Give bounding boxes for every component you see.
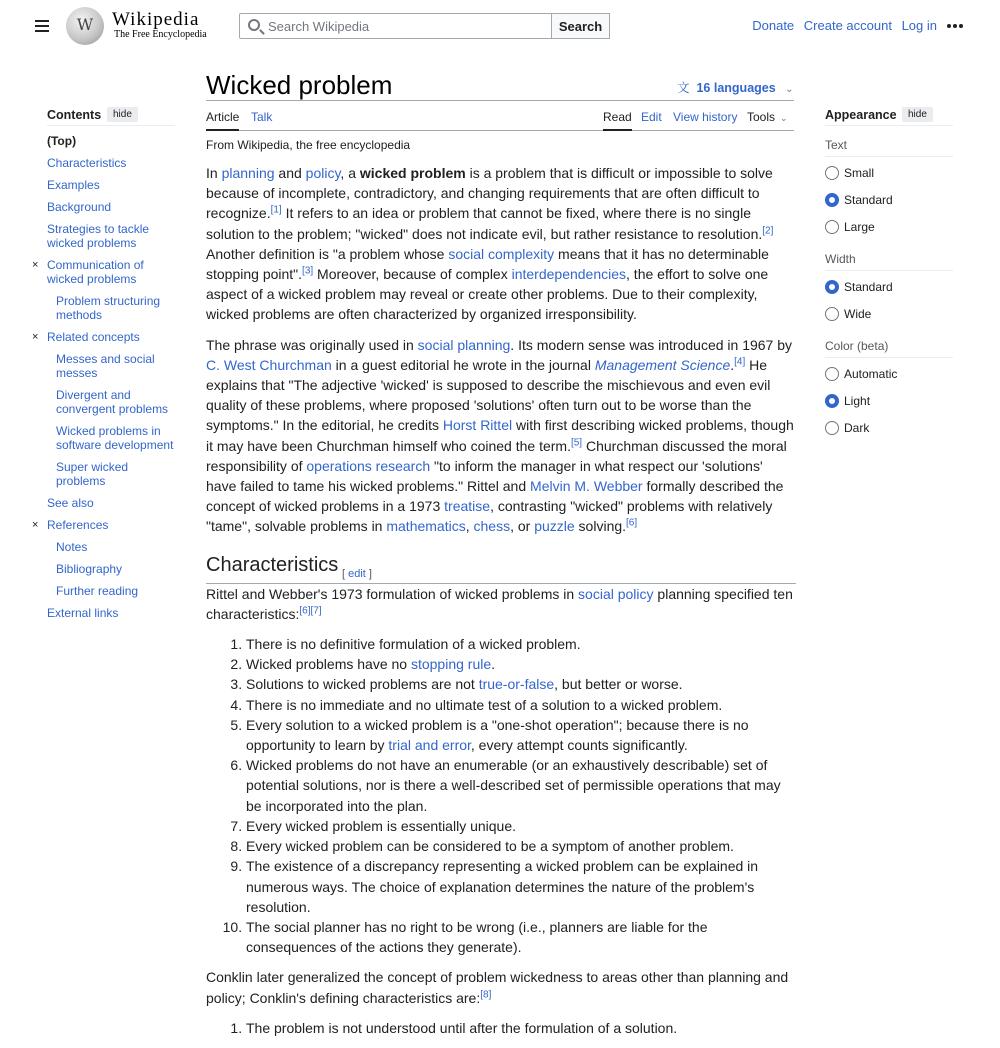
cite-4[interactable]: [4] xyxy=(734,356,746,368)
radio-label: Small xyxy=(844,166,875,180)
appearance-panel xyxy=(825,104,953,441)
tab-talk[interactable]: Talk xyxy=(251,110,273,124)
toc-item-label[interactable]: See also xyxy=(47,496,94,510)
language-icon: 文 xyxy=(677,81,690,95)
list-item: 3. Solutions to wicked problems are not true-or-false, but better or worse. xyxy=(246,674,796,694)
toc-item[interactable] xyxy=(56,424,175,452)
list-item: 1. There is no definitive formulation of a wicked problem. xyxy=(246,634,796,654)
cite-2[interactable]: [2] xyxy=(762,224,774,236)
link-horst-rittel[interactable]: Horst Rittel xyxy=(442,417,513,434)
link-trial-and-error[interactable]: trial and error xyxy=(388,737,471,754)
radio-option-text[interactable] xyxy=(825,215,953,240)
radio-icon[interactable] xyxy=(825,394,839,408)
toc-item[interactable] xyxy=(32,330,175,344)
appearance-header xyxy=(825,104,953,126)
toc-list xyxy=(32,134,175,620)
appearance-section-color: Color (beta) xyxy=(825,339,953,358)
radio-icon[interactable] xyxy=(825,166,839,180)
characteristics-intro: Rittel and Webber's 1973 formulation of wicked problems in social policy planning specified ten characteristics:[6][7] xyxy=(206,585,793,622)
list-item: 8. Every wicked problem can be considered to be a symptom of another problem. xyxy=(246,836,796,856)
toc-item[interactable] xyxy=(56,540,175,554)
search-icon xyxy=(248,19,260,31)
cite-3[interactable]: [3] xyxy=(302,265,314,277)
tab-article[interactable]: Article xyxy=(206,110,239,131)
toc-item-label[interactable]: Examples xyxy=(47,178,100,192)
radio-label: Dark xyxy=(844,421,870,435)
toc-toggle-icon[interactable]: × xyxy=(32,331,39,343)
toc-item[interactable] xyxy=(32,258,175,286)
toc-item[interactable] xyxy=(47,606,175,620)
toc-item-label[interactable]: Notes xyxy=(56,540,88,554)
appearance-section-text: Text xyxy=(825,138,953,157)
link-c-west-churchman[interactable]: C. West Churchman xyxy=(206,356,332,373)
cite-5[interactable]: [5] xyxy=(570,436,583,448)
toc-item-label[interactable]: Messes and social messes xyxy=(56,352,155,380)
radio-label: Automatic xyxy=(844,367,898,381)
toc-item[interactable] xyxy=(47,496,175,510)
edit-section-link[interactable]: edit xyxy=(348,567,366,580)
toc-item-label[interactable]: Strategies to tackle wicked problems xyxy=(47,222,150,250)
chevron-down-icon: ⌄ xyxy=(785,84,794,95)
appearance-groups xyxy=(825,138,953,441)
link-operations-research[interactable]: operations research xyxy=(306,457,431,474)
link-management-science[interactable]: Management Science xyxy=(594,356,731,373)
toc-item-label[interactable]: Characteristics xyxy=(47,156,127,170)
lead-paragraph-1: In planning and policy, a wicked problem is a problem that is difficult or impossible to solve because of incomplete, contradictory, and changing requirements that are often difficult to recognize.[1] It refers to an idea or problem that cannot be fixed, where there is no single solution to the problem; "wicked" does not indicate evil, but rather resistance to resolution.[2] Another definition is "a problem whose social complexity means that it has no determinable stopping point".[3] Moreover, because of complex interdependencies, the effort to solve one aspect of a wicked problem may reveal or create other problems. Due to their complexity, wicked problems are often characterized by organized irresponsibility. xyxy=(206,165,774,323)
radio-label: Standard xyxy=(844,280,893,294)
toc-item-label[interactable]: Bibliography xyxy=(56,562,123,576)
list-item: 2. Wicked problems have no stopping rule. xyxy=(246,654,796,674)
radio-option-color[interactable] xyxy=(825,416,953,441)
page-tabs xyxy=(206,101,794,131)
list-item: 4. There is no immediate and no ultimate test of a solution to a wicked problem. xyxy=(246,695,796,715)
toc-item-label[interactable]: Divergent and convergent problems xyxy=(56,388,169,416)
list-item: 1. The problem is not understood until after the formulation of a solution. xyxy=(246,1018,796,1038)
toc-item-label[interactable]: Wicked problems in software development xyxy=(56,424,174,452)
list-item: 9. The existence of a discrepancy representing a wicked problem can be explained in numerous ways. The choice of explanation determines the nature of the problem's resolution. xyxy=(246,856,796,917)
cite-8[interactable]: [8] xyxy=(480,988,492,1000)
cite-1[interactable]: [1] xyxy=(270,204,282,216)
wikipedia-logo-icon[interactable]: W xyxy=(66,7,104,45)
toc-item[interactable] xyxy=(56,584,175,598)
toc-item-label[interactable]: Further reading xyxy=(56,584,139,598)
toc-hide-button[interactable]: hide xyxy=(107,107,138,122)
site-sub: From Wikipedia, the free encyclopedia xyxy=(206,138,411,152)
link-social-planning[interactable]: social planning xyxy=(417,336,511,353)
search-input[interactable] xyxy=(266,17,546,35)
toc-item[interactable] xyxy=(56,460,175,488)
appearance-hide-button[interactable]: hide xyxy=(902,107,933,122)
lead-paragraph-2: The phrase was originally used in social planning. Its modern sense was introduced in 1967 by C. West Churchman in a guest editorial he wrote in the journal Management Science.[4] He explains that "The adjective 'wicked' is supposed to describe the mischievous and even evil quality of these problems, where proposed 'solutions' often turn out to be worse than the symptoms." In the editorial, he credits Horst Rittel with first describing wicked problems, though it may have been Churchman himself who coined the term.[5] Churchman discussed the moral responsibility of operations research "to inform the manager in what respect our 'solutions' have failed to tame his wicked problems." Rittel and Melvin M. Webber formally described the concept of wicked problems in a 1973 treatise, contrasting "wicked" problems with relatively "tame", solvable problems in mathematics, chess, or puzzle solving.[6] xyxy=(206,336,794,535)
site-header xyxy=(0,0,1000,52)
radio-label: Large xyxy=(844,220,875,234)
list-item: 6. Wicked problems do not have an enumerable (or an exhaustively describable) set of potential solutions, nor is there a well-described set of permissible operations that may be incorporated into the plan. xyxy=(246,755,796,816)
login-link[interactable]: Log in xyxy=(901,18,937,33)
user-links xyxy=(746,18,937,33)
appearance-section-width: Width xyxy=(825,252,953,271)
link-interdependencies[interactable]: interdependencies xyxy=(511,266,627,283)
language-button[interactable] xyxy=(677,78,794,96)
main-menu-icon[interactable] xyxy=(30,14,54,38)
radio-option-color[interactable] xyxy=(825,362,953,387)
toc-item-label[interactable]: Super wicked problems xyxy=(56,460,129,488)
link-chess[interactable]: chess xyxy=(473,518,511,535)
toc-item-label[interactable]: External links xyxy=(47,606,119,620)
toc-header xyxy=(47,104,175,126)
create-account-link[interactable]: Create account xyxy=(803,18,892,33)
list-item: 7. Every wicked problem is essentially unique. xyxy=(246,816,796,836)
link-stopping-rule[interactable]: stopping rule xyxy=(410,656,492,673)
toc-toggle-icon[interactable]: × xyxy=(32,259,39,271)
toc-item[interactable] xyxy=(56,562,175,576)
toc-item[interactable] xyxy=(32,518,175,532)
cite-7[interactable]: [7] xyxy=(310,605,322,617)
conklin-list xyxy=(206,1018,796,1038)
tab-edit[interactable]: Edit xyxy=(641,110,662,124)
donate-link[interactable]: Donate xyxy=(752,18,795,33)
toc-item-label[interactable]: Related concepts xyxy=(47,330,140,344)
toc-item[interactable] xyxy=(47,222,175,250)
more-options-icon[interactable] xyxy=(946,17,964,35)
radio-label: Standard xyxy=(844,193,893,207)
toc-item[interactable] xyxy=(56,388,175,416)
radio-option-width[interactable] xyxy=(825,302,953,327)
toc-item[interactable] xyxy=(56,294,175,322)
radio-option-text[interactable] xyxy=(825,188,953,213)
cite-6b[interactable]: [6] xyxy=(299,605,311,617)
toc-toggle-icon[interactable]: × xyxy=(32,519,39,531)
tab-read[interactable]: Read xyxy=(603,110,632,131)
toc-item-label[interactable]: Problem structuring methods xyxy=(56,294,161,322)
language-count: 16 languages xyxy=(696,81,776,95)
appearance-title: Appearance xyxy=(825,108,897,122)
cite-6[interactable]: [6] xyxy=(626,517,638,529)
list-item: 10. The social planner has no right to be wrong (i.e., planners are liable for the consequences of the actions they generate). xyxy=(246,917,796,957)
radio-icon[interactable] xyxy=(825,280,839,294)
link-social-complexity[interactable]: social complexity xyxy=(448,245,555,262)
toc-item-label[interactable]: Background xyxy=(47,200,112,214)
article-body xyxy=(206,163,796,1048)
toc-item[interactable] xyxy=(47,156,175,170)
link-planning[interactable]: planning xyxy=(221,165,275,181)
search-box[interactable] xyxy=(239,13,552,39)
radio-icon[interactable] xyxy=(825,421,839,435)
radio-icon[interactable] xyxy=(825,193,839,207)
toc-item-label[interactable]: (Top) xyxy=(47,134,77,148)
radio-icon[interactable] xyxy=(825,307,839,321)
toc-title: Contents xyxy=(47,108,102,122)
tools-menu[interactable]: Tools ⌄ xyxy=(747,110,788,124)
search-button[interactable]: Search xyxy=(551,13,610,39)
radio-option-color[interactable] xyxy=(825,389,953,414)
characteristics-list xyxy=(206,634,796,957)
link-social-policy[interactable]: social policy xyxy=(578,585,654,602)
link-mathematics[interactable]: mathematics xyxy=(386,518,466,535)
chevron-down-icon: ⌄ xyxy=(780,113,788,123)
radio-label: Wide xyxy=(844,307,872,321)
wordmark[interactable]: Wikipedia xyxy=(112,9,200,30)
toc-item[interactable] xyxy=(47,200,175,214)
toc-item[interactable] xyxy=(47,134,175,148)
toc-item[interactable] xyxy=(56,352,175,380)
tab-view-history[interactable]: View history xyxy=(673,110,738,124)
link-melvin-webber[interactable]: Melvin M. Webber xyxy=(530,478,643,495)
section-edit: [ edit ] xyxy=(342,567,372,580)
conklin-paragraph: Conklin later generalized the concept of problem wickedness to areas other than planning and policy; Conklin's defining characteristics are:[8] xyxy=(206,969,789,1006)
section-heading-characteristics: Characteristics [ edit ] xyxy=(206,555,796,584)
radio-option-width[interactable] xyxy=(825,275,953,300)
link-true-or-false[interactable]: true-or-false xyxy=(478,676,555,693)
page-title: Wicked problem xyxy=(206,70,393,100)
list-item: 5. Every solution to a wicked problem is a "one-shot operation"; because there is no opportunity to learn by trial and error, every attempt counts significantly. xyxy=(246,715,796,755)
radio-icon[interactable] xyxy=(825,220,839,234)
toc-item-label[interactable]: References xyxy=(47,518,109,532)
tagline: The Free Encyclopedia xyxy=(114,29,207,40)
toc-item-label[interactable]: Communication of wicked problems xyxy=(47,258,144,286)
link-treatise[interactable]: treatise xyxy=(444,498,491,515)
radio-option-text[interactable] xyxy=(825,161,953,186)
table-of-contents xyxy=(32,104,175,628)
radio-label: Light xyxy=(844,394,871,408)
toc-item[interactable] xyxy=(47,178,175,192)
link-policy[interactable]: policy xyxy=(305,165,341,181)
radio-icon[interactable] xyxy=(825,367,839,381)
link-puzzle[interactable]: puzzle xyxy=(534,518,575,535)
